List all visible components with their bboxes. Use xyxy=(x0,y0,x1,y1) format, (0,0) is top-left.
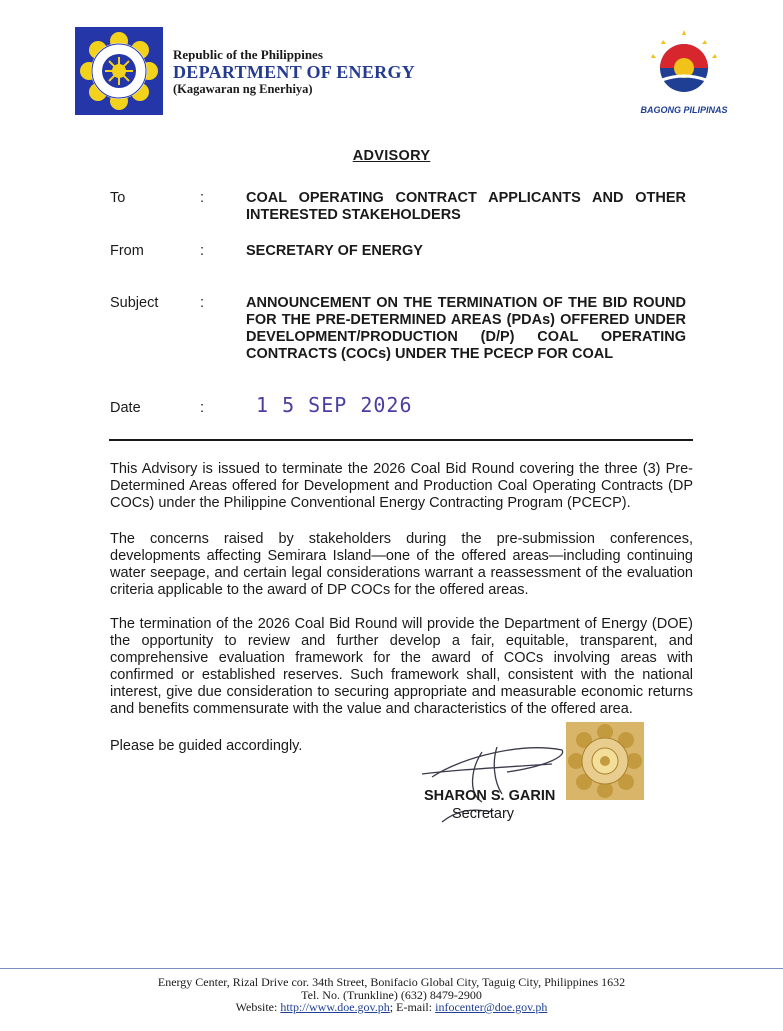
footer-telephone: Tel. No. (Trunkline) (632) 8479-2900 xyxy=(301,987,482,1002)
document-heading: ADVISORY xyxy=(352,148,431,164)
bagong-pilipinas-text: BAGONG PILIPINAS xyxy=(640,105,728,115)
department-name: DEPARTMENT OF ENERGY xyxy=(173,62,416,82)
date-label: Date xyxy=(110,400,141,416)
footer-address: Energy Center, Rizal Drive cor. 34th Street, Bonifacio Global City, Taguig City, Philippines 1632 xyxy=(157,975,626,989)
from-colon: : xyxy=(200,243,205,259)
body-paragraph-1: This Advisory is issued to terminate the 2026 Coal Bid Round covering the three (3) Pre-Determined Areas offered for Development and Production Coal Operating Contracts (DP COCs) under the Philippine Conventional Energy Contracting Program (PCECP). xyxy=(110,461,693,511)
to-label: To xyxy=(110,190,126,206)
doe-seal-icon xyxy=(75,27,163,115)
email-link[interactable]: infocenter@doe.gov.ph xyxy=(435,1000,548,1014)
department-tagalog: (Kagawaran ng Enerhiya) xyxy=(173,82,313,96)
footer-contact-line xyxy=(0,1001,783,1014)
date-stamp: 1 5 SEP 2026 xyxy=(256,393,413,417)
date-colon: : xyxy=(200,400,205,416)
email-label: ; E-mail: xyxy=(389,1000,436,1014)
to-value: COAL OPERATING CONTRACT APPLICANTS AND OTHER INTERESTED STAKEHOLDERS xyxy=(246,190,686,223)
bagong-pilipinas-logo-icon xyxy=(645,28,723,102)
subject-colon: : xyxy=(200,295,205,311)
body-paragraph-3: The termination of the 2026 Coal Bid Round will provide the Department of Energy (DOE) the opportunity to review and further develop a fair, equitable, transparent, and comprehensive evaluation framework for the award of COCs involving areas with confirmed or established reserves. Such framework shall, consistent with the national interest, give due consideration to securing appropriate and measurable economic returns and benefits commensurate with the value and characteristics of the offered area. xyxy=(110,616,693,717)
subject-label: Subject xyxy=(110,295,159,311)
republic-text: Republic of the Philippines xyxy=(173,47,323,62)
header-divider xyxy=(109,439,693,441)
dry-seal-stamp-icon xyxy=(566,722,644,800)
signatory-name: SHARON S. GARIN xyxy=(424,788,556,804)
from-value: SECRETARY OF ENERGY xyxy=(246,243,423,259)
body-paragraph-2: The concerns raised by stakeholders during the pre-submission conferences, developments affecting Semirara Island—one of the offered areas—including continuing water seepage, and certain legal considerations warrant a reassessment of the evaluation criteria applicable to the award of DP COCs for the offered areas. xyxy=(110,531,693,598)
from-label: From xyxy=(110,243,144,259)
website-label: Website: xyxy=(235,1000,281,1014)
closing-line: Please be guided accordingly. xyxy=(110,738,303,754)
signatory-title: Secretary xyxy=(452,806,515,822)
subject-value: ANNOUNCEMENT ON THE TERMINATION OF THE BID ROUND FOR THE PRE-DETERMINED AREAS (PDAs) OFFERED UNDER DEVELOPMENT/PRODUCTION (D/P) COAL OPERATING CONTRACTS (COCs) UNDER THE PCECP FOR COAL xyxy=(246,295,686,362)
footer-divider xyxy=(0,968,783,969)
to-colon: : xyxy=(200,190,205,206)
footer xyxy=(0,976,783,1014)
website-link[interactable]: http://www.doe.gov.ph xyxy=(280,1000,390,1014)
agency-header xyxy=(173,47,415,97)
